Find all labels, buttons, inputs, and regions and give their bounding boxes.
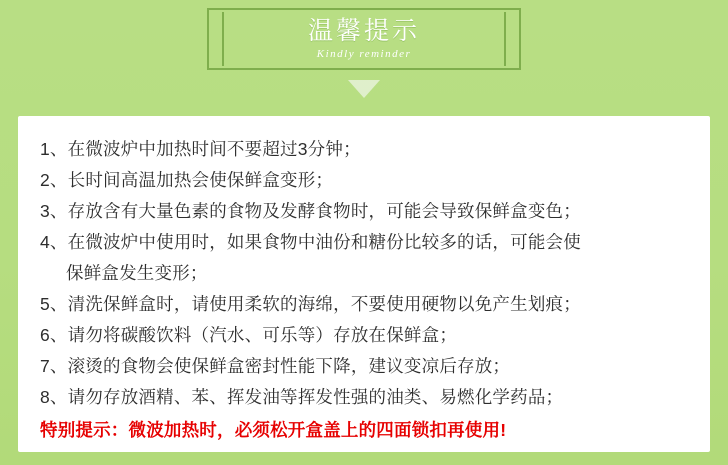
special-note: 特别提示：微波加热时，必须松开盒盖上的四面锁扣再使用! [40, 420, 507, 440]
reminder-card [18, 116, 710, 452]
page-title: 温馨提示 [307, 17, 420, 45]
list-item: 3、存放含有大量色素的食物及发酵食物时，可能会导致保鲜盒变色； [40, 201, 581, 221]
list-item-continuation-text: 保鲜盒发生变形； [66, 263, 208, 283]
chevron-down-icon [348, 80, 380, 98]
list-item: 2、长时间高温加热会使保鲜盒变形； [40, 170, 334, 190]
list-item: 6、请勿将碳酸饮料（汽水、可乐等）存放在保鲜盒； [40, 325, 458, 345]
list-item-continuation [40, 258, 696, 289]
reminder-list [40, 134, 696, 446]
header-banner [222, 12, 506, 66]
list-item: 1、在微波炉中加热时间不要超过3分钟； [40, 139, 361, 159]
list-item: 7、滚烫的食物会使保鲜盒密封性能下降，建议变凉后存放； [40, 356, 511, 376]
list-item: 4、在微波炉中使用时，如果食物中油份和糖份比较多的话，可能会使 [40, 232, 581, 252]
page-subtitle: Kindly reminder [316, 48, 412, 60]
list-item: 5、清洗保鲜盒时，请使用柔软的海绵，不要使用硬物以免产生划痕； [40, 294, 581, 314]
list-item: 8、请勿存放酒精、苯、挥发油等挥发性强的油类、易燃化学药品； [40, 387, 564, 407]
